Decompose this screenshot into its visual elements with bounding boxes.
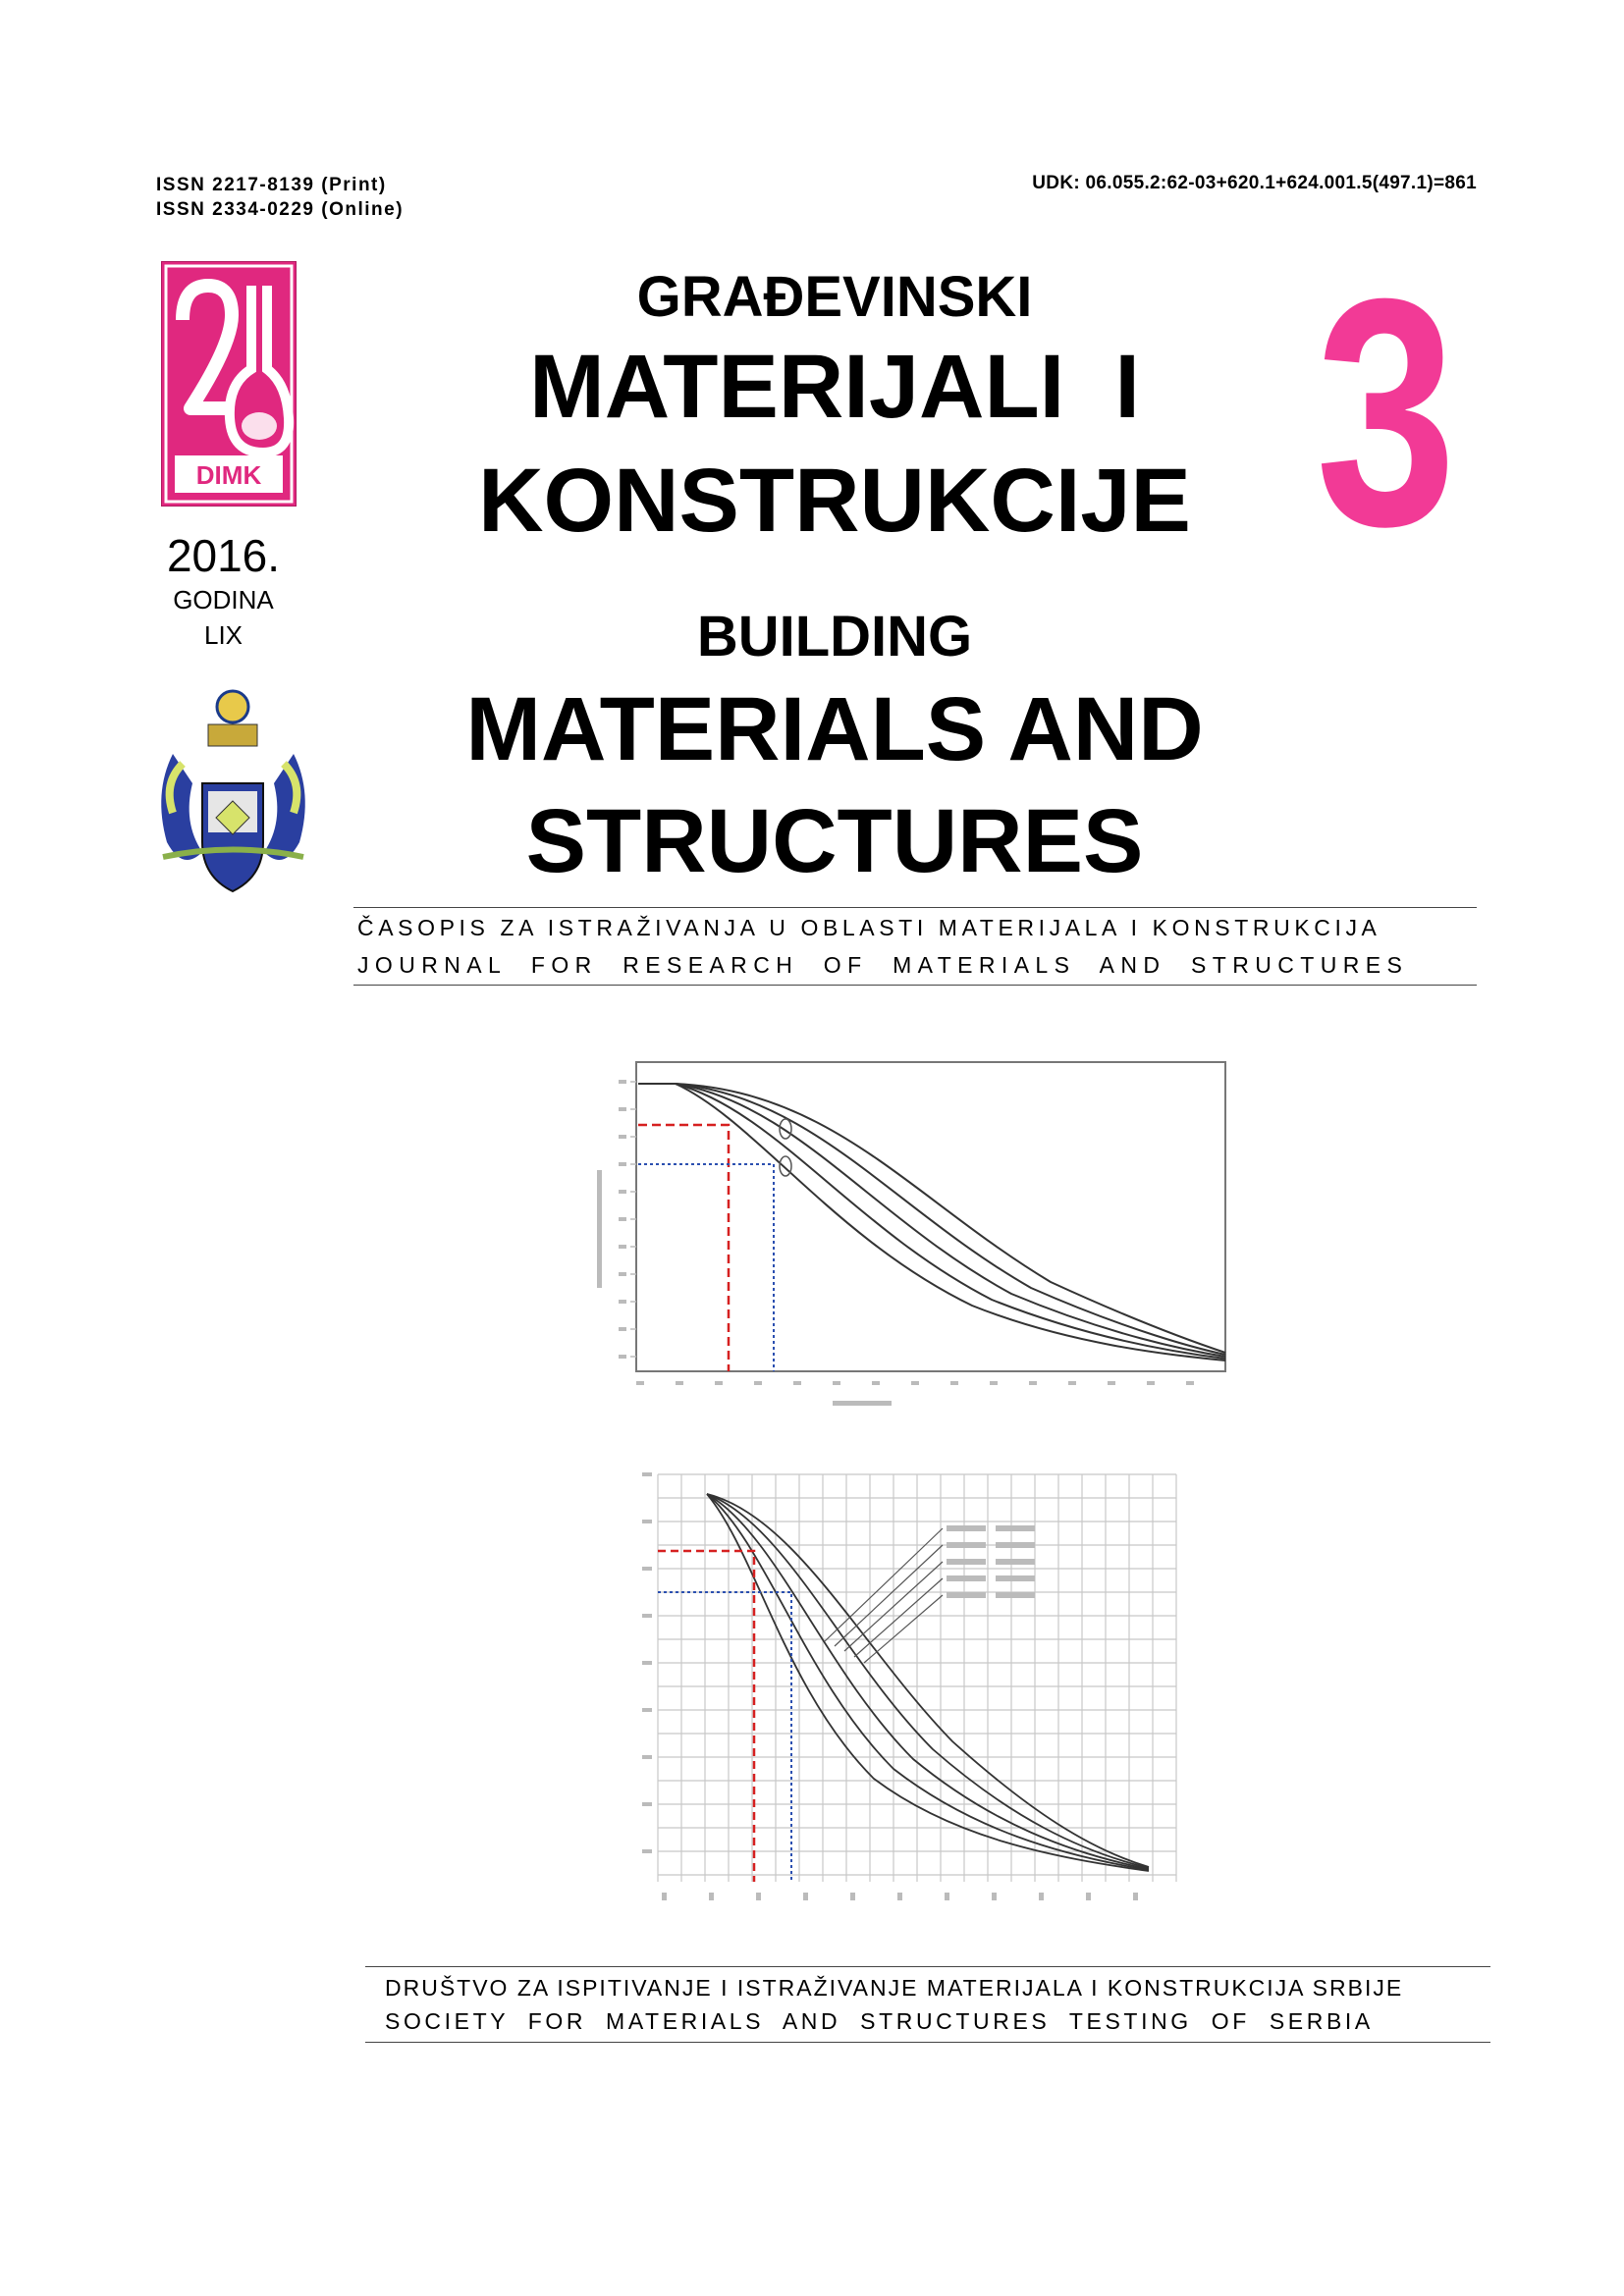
footer-sr: DRUŠTVO ZA ISPITIVANJE I ISTRAŽIVANJE MATERIJALA I KONSTRUKCIJA SRBIJE: [385, 1975, 1404, 2001]
coat-of-arms: [153, 685, 313, 897]
logo-label: DIMK: [195, 460, 262, 490]
issue-year: 2016.: [166, 530, 281, 581]
coat-of-arms-icon: [153, 685, 313, 897]
issn-print: ISSN 2217-8139 (Print): [156, 175, 387, 195]
issue-number: 3: [1316, 231, 1457, 593]
divider-footer-bottom: [365, 2042, 1490, 2043]
volume-label: LIX: [203, 620, 244, 650]
title-en-line2: MATERIALS AND: [465, 679, 1204, 779]
title-en-line3: STRUCTURES: [525, 791, 1144, 891]
divider-footer-top: [365, 1966, 1490, 1967]
title-sr-line2: MATERIJALI I: [529, 337, 1140, 437]
grid-curve-chart-icon: [619, 1435, 1218, 1906]
top-figure: [579, 1042, 1257, 1415]
divider-mid: [353, 985, 1477, 986]
issn-block: [156, 173, 404, 222]
subtitle-sr: ČASOPIS ZA ISTRAŽIVANJA U OBLASTI MATERIJALA I KONSTRUKCIJA: [357, 915, 1381, 940]
udk-code: UDK: 06.055.2:62-03+620.1+624.001.5(497.1)=861: [1032, 173, 1477, 193]
title-en-line1: BUILDING: [696, 605, 973, 668]
bottom-figure: [619, 1435, 1218, 1906]
godina-label: GODINA: [173, 585, 274, 614]
title-sr-line3: KONSTRUKCIJE: [478, 451, 1191, 551]
dimk-logo: [161, 261, 297, 507]
title-sr-line1: GRAĐEVINSKI: [636, 265, 1033, 329]
flask-logo-icon: [161, 261, 297, 507]
subtitle-en: JOURNAL FOR RESEARCH OF MATERIALS AND STRUCTURES: [357, 952, 1409, 978]
issn-online: ISSN 2334-0229 (Online): [156, 199, 405, 220]
reduction-factor-chart-icon: [579, 1042, 1257, 1415]
footer-en: SOCIETY FOR MATERIALS AND STRUCTURES TESTING OF SERBIA: [385, 2008, 1374, 2034]
divider-top: [353, 907, 1477, 908]
